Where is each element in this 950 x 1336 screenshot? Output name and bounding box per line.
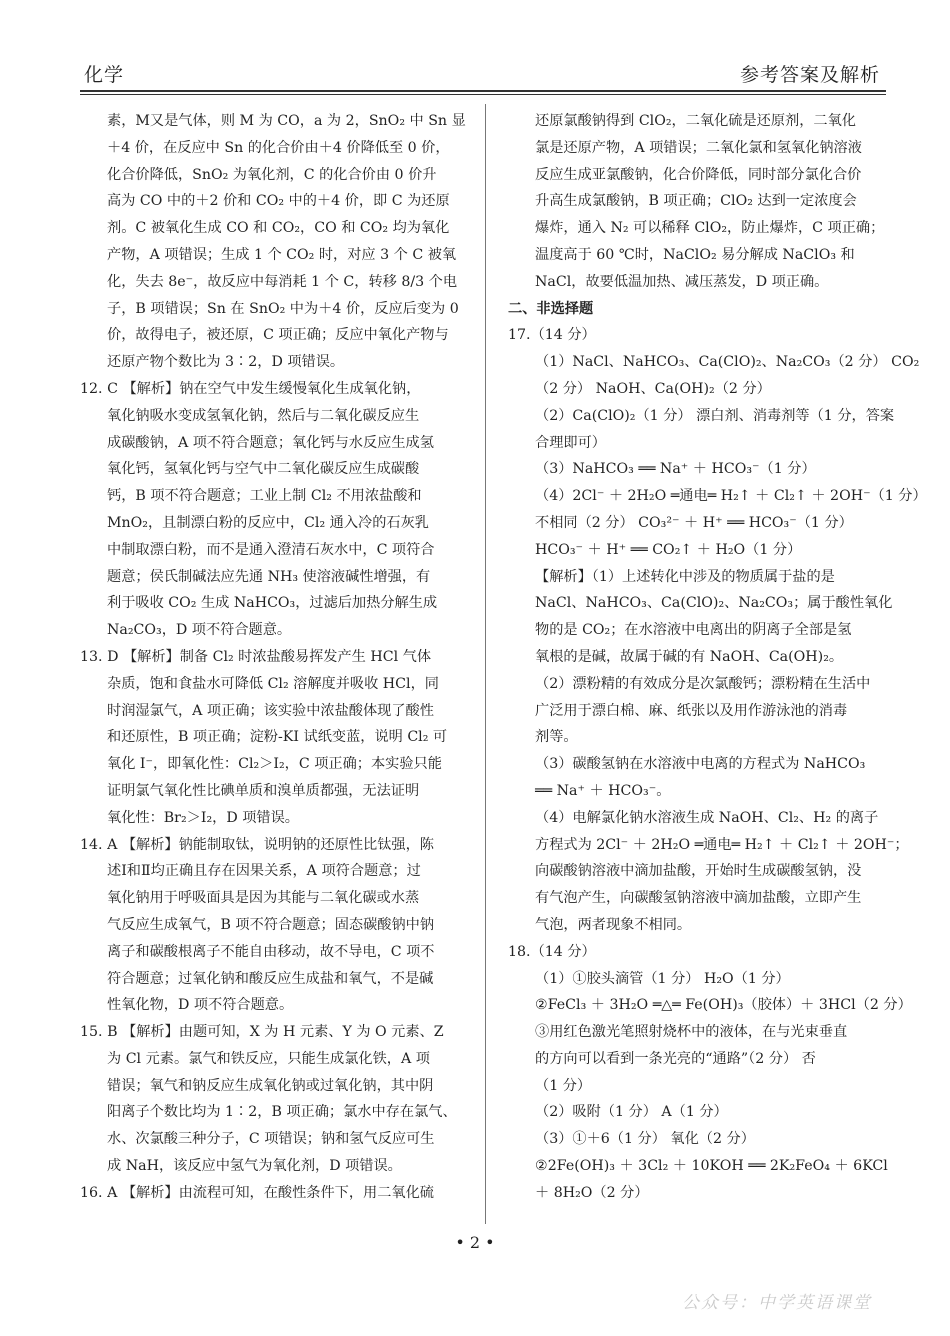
left-column-line: 为 Cl 元素。氯气和铁反应，只能生成氯化铁，A 项	[107, 1050, 430, 1067]
left-column-line: 素，M又是气体，则 M 为 CO，a 为 2，SnO₂ 中 Sn 显	[107, 113, 466, 129]
left-column-line: Na₂CO₃，D 项不符合题意。	[107, 622, 292, 639]
left-column-line: 气反应生成氧气，B 项不符合题意；固态碳酸钠中钠	[107, 916, 435, 933]
right-column-line: 方程式为 2Cl⁻ ＋ 2H₂O ═通电═ H₂↑ ＋ Cl₂↑ ＋ 2OH⁻；	[535, 836, 909, 853]
right-column-line: （3）碳酸氢钠在水溶液中电离的方程式为 NaHCO₃	[535, 756, 866, 773]
left-column-line: 时润湿氯气，A 项正确；该实验中浓盐酸体现了酸性	[107, 702, 434, 719]
left-column-line: 钙，B 项不符合题意；工业上制 Cl₂ 不用浓盐酸和	[107, 488, 422, 505]
right-column-line: 17.（14 分）	[508, 327, 596, 344]
left-column-line: 符合题意；过氧化钠和酸反应生成盐和氧气，不是碱	[107, 970, 434, 987]
left-column-line: 利于吸收 CO₂ 生成 NaHCO₃，过滤后加热分解生成	[107, 595, 438, 612]
left-column-line: 高为 CO 中的＋2 价和 CO₂ 中的＋4 价，即 C 为还原	[107, 193, 450, 210]
left-column-line: 中制取漂白粉，而不是通入澄清石灰水中，C 项符合	[107, 541, 435, 558]
right-column-line: ②FeCl₃ ＋ 3H₂O ═△═ Fe(OH)₃（胶体）＋ 3HCl（2 分）	[535, 997, 912, 1014]
document-title: 参考答案及解析	[739, 64, 880, 86]
right-column-line: （1）NaCl、NaHCO₃、Ca(ClO)₂、Na₂CO₃（2 分） CO₂	[535, 354, 920, 371]
right-column-line: NaCl、NaHCO₃、Ca(ClO)₂、Na₂CO₃；属于酸性氧化	[535, 595, 893, 612]
left-column-line: 成碳酸钠，A 项不符合题意；氧化钙与水反应生成氢	[107, 434, 434, 451]
left-column-line: 12. C 【解析】钠在空气中发生缓慢氧化生成氧化钠，	[80, 380, 421, 397]
left-column-line: 题意；侯氏制碱法应先通 NH₃ 使溶液碱性增强，有	[107, 568, 431, 585]
right-column-line: 氧根的是碱，故属于碱的有 NaOH、Ca(OH)₂。	[535, 648, 844, 665]
header-rule-thin	[80, 94, 886, 95]
right-column-line: ＋ 8H₂O（2 分）	[535, 1184, 649, 1201]
left-column-line: 价，故得电子，被还原，C 项正确；反应中氧化产物与	[107, 327, 449, 344]
header-rule	[80, 90, 886, 92]
right-column-line: ③用红色激光笔照射烧杯中的液体，在与光束垂直	[535, 1024, 848, 1041]
right-column-line: （1）①胶头滴管（1 分） H₂O（1 分）	[535, 970, 790, 987]
left-column-line: 13. D 【解析】制备 Cl₂ 时浓盐酸易挥发产生 HCl 气体	[80, 648, 432, 665]
left-column-line: 证明氯气氧化性比碘单质和溴单质都强，无法证明	[107, 782, 420, 799]
right-column-line: （4）2Cl⁻ ＋ 2H₂O ═通电═ H₂↑ ＋ Cl₂↑ ＋ 2OH⁻（1 分）	[535, 488, 927, 505]
left-column-line: 还原产物个数比为 3∶2，D 项错误。	[107, 354, 345, 371]
right-column-line: 广泛用于漂白棉、麻、纸张以及用作游泳池的消毒	[535, 702, 848, 719]
left-column-line: 氧化钠用于呼吸面具是因为其能与二氧化碳或水蒸	[107, 890, 420, 907]
right-column-line: （2）吸附（1 分） A（1 分）	[535, 1104, 728, 1121]
left-column-line: 子，B 项错误；Sn 在 SnO₂ 中为＋4 价，反应后变为 0	[107, 300, 459, 317]
right-column-line: 不相同（2 分） CO₃²⁻ ＋ H⁺ ══ HCO₃⁻（1 分）	[535, 514, 853, 531]
right-column-line: ══ Na⁺ ＋ HCO₃⁻。	[535, 782, 671, 799]
right-column-line: 氯是还原产物，A 项错误；二氧化氯和氢氧化钠溶液	[535, 139, 862, 156]
left-column-line: 水、次氯酸三种分子，C 项错误；钠和氢气反应可生	[107, 1131, 435, 1148]
left-column-line: ＋4 价，在反应中 Sn 的化合价由＋4 价降低至 0 价，	[107, 139, 450, 156]
left-column	[80, 108, 466, 1207]
right-column-line: HCO₃⁻ ＋ H⁺ ══ CO₂↑ ＋ H₂O（1 分）	[535, 541, 802, 558]
right-column-line: 物的是 CO₂；在水溶液中电离出的阴离子全部是氢	[535, 622, 852, 639]
left-column-line: 化合价降低，SnO₂ 为氧化剂，C 的化合价由 0 价升	[107, 166, 437, 183]
subject-title: 化学	[84, 64, 125, 86]
left-column-line: MnO₂，且制漂白粉的反应中，Cl₂ 通入冷的石灰乳	[107, 514, 429, 531]
left-column-line: 14. A 【解析】钠能制取钛，说明钠的还原性比钛强，陈	[80, 836, 434, 853]
left-column-line: 述Ⅰ和Ⅱ均正确且存在因果关系，A 项符合题意；过	[107, 863, 421, 880]
left-column-line: 氧化钙，氢氧化钙与空气中二氧化碳反应生成碳酸	[107, 461, 420, 478]
left-column-line: 氧化性：Br₂＞I₂，D 项错误。	[107, 809, 299, 826]
left-column-line: 16. A 【解析】由流程可知，在酸性条件下，用二氧化硫	[80, 1184, 434, 1201]
left-column-line: 成 NaH，该反应中氢气为氧化剂，D 项错误。	[107, 1158, 402, 1175]
right-column-line: 温度高于 60 ℃时，NaClO₂ 易分解成 NaClO₃ 和	[535, 246, 855, 263]
left-column-line: 剂。C 被氧化生成 CO 和 CO₂，CO 和 CO₂ 均为氧化	[107, 220, 450, 237]
left-column-line: 化，失去 8e⁻，故反应中每消耗 1 个 C，转移 8/3 个电	[107, 273, 458, 290]
right-column-line: （1 分）	[535, 1077, 592, 1094]
column-divider	[485, 104, 486, 1224]
left-column-line: 阳离子个数比均为 1∶2，B 项正确；氯水中存在氯气、	[107, 1104, 457, 1121]
right-column-line: 剂等。	[535, 729, 578, 746]
left-column-line: 性氧化物，D 项不符合题意。	[107, 997, 294, 1014]
left-column-line: 和还原性，B 项正确；淀粉-KI 试纸变蓝，说明 Cl₂ 可	[107, 729, 448, 746]
left-column-line: 离子和碳酸根离子不能自由移动，故不导电，C 项不	[107, 943, 435, 960]
right-column-line: 气泡，两者现象不相同。	[535, 916, 692, 933]
right-column-line: 的方向可以看到一条光亮的“通路”（2 分） 否	[535, 1050, 816, 1067]
right-column-line: 爆炸，通入 N₂ 可以稀释 ClO₂，防止爆炸，C 项正确；	[535, 220, 885, 237]
right-column-line: 18.（14 分）	[508, 943, 596, 960]
right-column-line: 反应生成亚氯酸钠，化合价降低，同时部分氯化合价	[535, 166, 862, 183]
right-column-line: 还原氯酸钠得到 ClO₂，二氧化硫是还原剂，二氧化	[535, 113, 856, 129]
right-column-line: NaCl，故要低温加热、减压蒸发，D 项正确。	[535, 273, 829, 290]
watermark: 公众号：中学英语课堂	[682, 1293, 872, 1313]
left-column-line: 产物，A 项错误；生成 1 个 CO₂ 时，对应 3 个 C 被氧	[107, 246, 457, 263]
right-column-line: 合理即可）	[535, 434, 606, 451]
right-column-line: 二、非选择题	[508, 300, 594, 317]
right-column-line: 升高生成氯酸钠，B 项正确；ClO₂ 达到一定浓度会	[535, 193, 857, 210]
left-column-line: 错误；氧气和钠反应生成氧化钠或过氧化钠，其中阴	[107, 1077, 434, 1094]
right-column-line: （2）Ca(ClO)₂（1 分） 漂白剂、消毒剂等（1 分，答案	[535, 407, 895, 424]
left-column-line: 杂质，饱和食盐水可降低 Cl₂ 溶解度并吸收 HCl，同	[107, 675, 439, 692]
right-column	[508, 108, 927, 1207]
right-column-line: （4）电解氯化钠水溶液生成 NaOH、Cl₂、H₂ 的离子	[535, 809, 879, 826]
right-column-line: （2 分） NaOH、Ca(OH)₂（2 分）	[535, 380, 771, 397]
page-number: • 2 •	[455, 1233, 495, 1252]
left-column-line: 氧化钠吸水变成氢氧化钠，然后与二氧化碳反应生	[107, 407, 420, 424]
left-column-line: 氧化 I⁻，即氧化性：Cl₂＞I₂，C 项正确；本实验只能	[107, 756, 442, 773]
right-column-line: （3）NaHCO₃ ══ Na⁺ ＋ HCO₃⁻（1 分）	[535, 461, 816, 478]
right-column-line: 向碳酸钠溶液中滴加盐酸，开始时生成碳酸氢钠，没	[535, 863, 862, 880]
right-column-line: （2）漂粉精的有效成分是次氯酸钙；漂粉精在生活中	[535, 675, 871, 692]
right-column-line: 【解析】（1）上述转化中涉及的物质属于盐的是	[535, 568, 835, 585]
right-column-line: （3）①＋6（1 分） 氧化（2 分）	[535, 1131, 755, 1148]
right-column-line: ②2Fe(OH)₃ ＋ 3Cl₂ ＋ 10KOH ══ 2K₂FeO₄ ＋ 6KCl	[535, 1158, 888, 1175]
left-column-line: 15. B 【解析】由题可知，X 为 H 元素、Y 为 O 元素、Z	[80, 1024, 444, 1041]
right-column-line: 有气泡产生，向碳酸氢钠溶液中滴加盐酸，立即产生	[535, 890, 862, 907]
